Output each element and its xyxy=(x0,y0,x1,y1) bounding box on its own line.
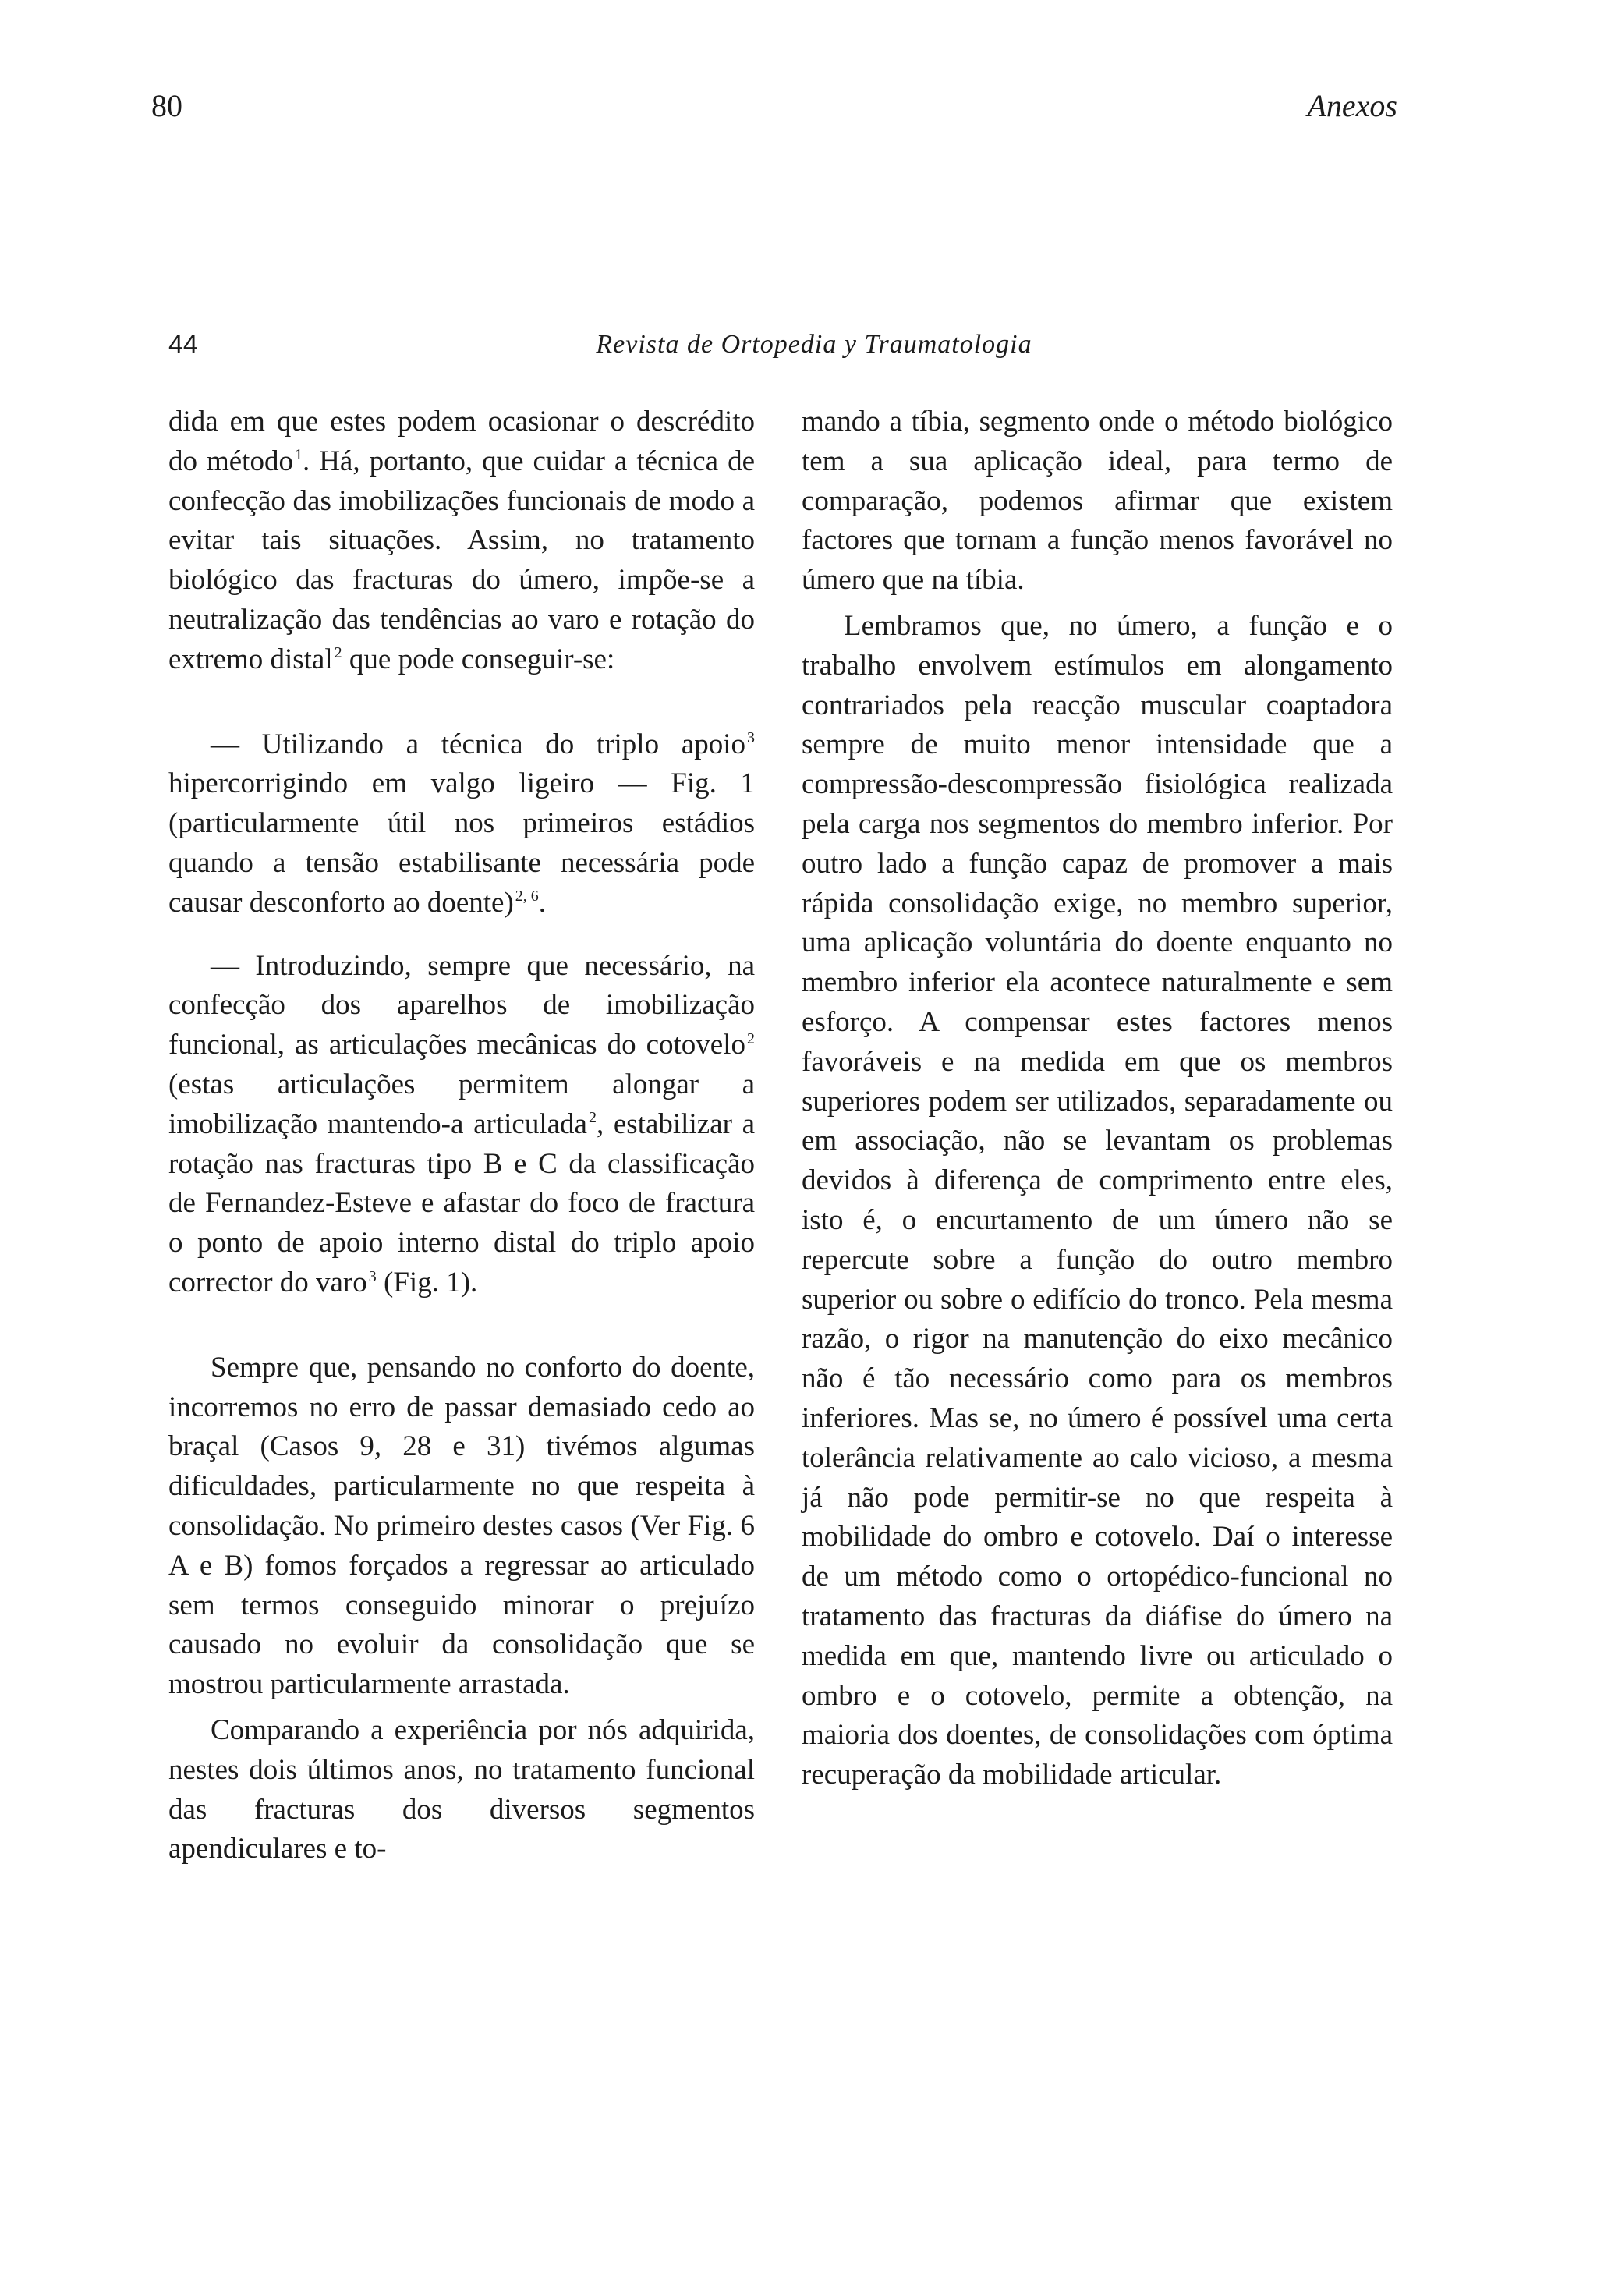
text-run: — Introduzindo, sempre que necessário, na confecção dos aparelhos de imobilização funcional, as articulações mecânicas do cotovelo xyxy=(168,949,755,1061)
citation-superscript: 2 xyxy=(588,1109,597,1127)
text-run: (Fig. 1). xyxy=(376,1266,478,1299)
left-column xyxy=(168,402,755,1869)
section-title: Anexos xyxy=(1307,88,1397,123)
journal-title: Revista de Ortopedia y Traumatologia xyxy=(596,330,1032,359)
right-column xyxy=(802,402,1393,1795)
citation-superscript: 3 xyxy=(747,729,755,747)
list-item-elbow-joints xyxy=(168,947,755,1303)
citation-superscript: 2 xyxy=(334,644,342,662)
paragraph-humerus-function: Lembramos que, no úmero, a função e o trabalho envolvem estímulos em alongamento contrariados pela reacção muscular coaptadora sempre de muito menor intensidade que a compressão-descompressão fisiológica realizada pela carga nos segmentos do membro inferior. Por outro lado a função capaz de promover a mais rápida consolidação exige, no membro superior, uma aplicação voluntária do doente enquanto no membro inferior ela acontece naturalmente e sem esforço. A compensar estes factores menos favoráveis e na medida em que os membros superiores podem ser utilizados, separadamente ou em associação, não se levantam os problemas devidos à diferença de comprimento entre eles, isto é, o encurtamento de um úmero não se repercute sobre a função do outro membro superior ou sobre o edifício do tronco. Pela mesma razão, o rigor na manutenção do eixo mecânico não é tão necessário como para os membros inferiores. Mas se, no úmero é possível uma certa tolerância relativamente ao calo vicioso, a mesma já não pode permitir-se no que respeita à mobilidade do ombro e cotovelo. Daí o interesse de um método como o ortopédico-funcional no tratamento das fracturas da diáfise do úmero na medida em que, mantendo livre ou articulado o ombro e o cotovelo, permite a obtenção, na maioria dos doentes, de consolidações com óptima recuperação da mobilidade articular. xyxy=(802,609,1393,1791)
text-run: . Há, portanto, que cuidar a técnica de confecção das imobilizações funcionais de modo a evitar tais situações. Assim, no tratamento biológico das fracturas do úmero, impõe-se a neutralização das tendências ao varo e rotação do extremo distal xyxy=(168,445,755,675)
text-run: — Utilizando a técnica do triplo apoio xyxy=(211,728,745,760)
citation-superscript: 2 xyxy=(747,1029,755,1047)
text-run: hipercorrigindo em valgo ligeiro — Fig. 1 (particularmente útil nos primeiros estádios quando a tensão estabilisante necessária pode causar desconforto ao doente) xyxy=(168,767,755,919)
text-run: que pode conseguir-se: xyxy=(342,643,615,675)
paragraph-continued-tibia: mando a tíbia, segmento onde o método biológico tem a sua aplicação ideal, para termo de comparação, podemos afirmar que existem factores que tornam a função menos favorável no úmero que na tíbia. xyxy=(802,406,1393,597)
text-run: . xyxy=(538,886,547,919)
paragraph-comparison: Comparando a experiência por nós adquirida, nestes dois últimos anos, no tratamento funcional das fracturas dos diversos segmentos apendiculares e to- xyxy=(168,1713,755,1866)
text-run: dida em que estes podem ocasionar o descrédito do método xyxy=(168,406,755,477)
citation-superscript: 1 xyxy=(294,446,303,464)
page-number: 80 xyxy=(151,88,182,123)
paragraph-brace-difficulties: Sempre que, pensando no conforto do doente, incorremos no erro de passar demasiado cedo ao braçal (Casos 9, 28 e 31) tivémos algumas dificuldades, particularmente no que respeita à consolidação. No primeiro destes casos (Ver Fig. 6 A e B) fomos forçados a regressar ao articulado sem termos conseguido minorar o prejuízo causado no evoluir da consolidação que se mostrou particularmente arrastada. xyxy=(168,1351,755,1701)
paragraph-continued xyxy=(168,402,755,680)
list-item-triple-support xyxy=(168,725,755,923)
citation-superscript: 2, 6 xyxy=(515,888,539,905)
text-run: , estabilizar a rotação nas fracturas tipo B e C da classificação de Fernandez-Esteve e afastar do foco de fractura o ponto de apoio interno distal do triplo apoio corrector do varo xyxy=(168,1107,756,1299)
text-run: (estas articulações permitem alongar a imobilização mantendo-a articulada xyxy=(168,1068,755,1140)
citation-superscript: 3 xyxy=(368,1267,377,1285)
journal-page-number: 44 xyxy=(168,330,198,360)
